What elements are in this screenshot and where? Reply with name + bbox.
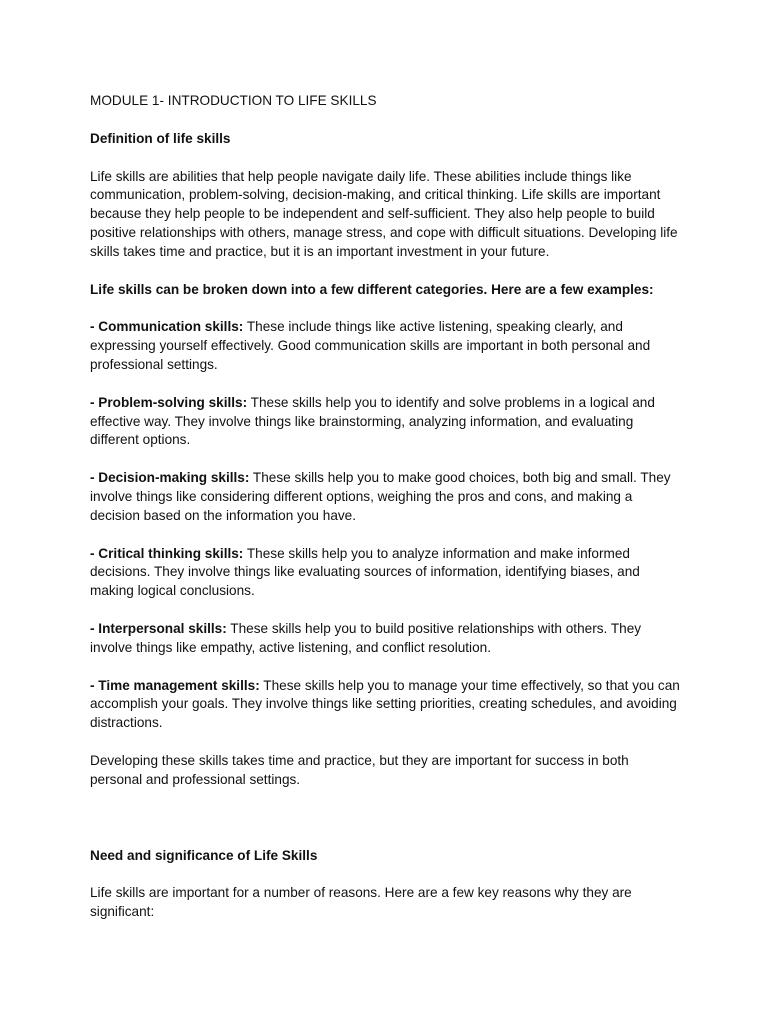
definition-paragraph: Life skills are abilities that help people navigate daily life. These abilities include things like communication, problem-solving, decision-making, and critical thinking. Life skills are important because they help people to be independent and self-sufficient. They also help people to build positive relationships with others, manage stress, and cope with difficult situations. Developing life skills takes time and practice, but it is an important investment in your future.: [90, 168, 678, 259]
categories-heading: Life skills can be broken down into a few different categories. Here are a few examples:: [90, 281, 654, 297]
skill-item-critical-thinking: [90, 545, 680, 601]
section-spacer: [90, 809, 680, 847]
skill-item-interpersonal: [90, 620, 680, 658]
skill-item-communication: [90, 318, 680, 374]
module-title: MODULE 1- INTRODUCTION TO LIFE SKILLS: [90, 93, 377, 108]
skill-item-problem-solving: [90, 394, 680, 450]
skill-description: These skills help you to build positive relationships with others. They involve things like empathy, active listening, and conflict resolution.: [90, 620, 642, 655]
need-heading: Need and significance of Life Skills: [90, 847, 318, 863]
skill-name: - Critical thinking skills:: [90, 545, 244, 561]
document-content: [90, 92, 680, 941]
skill-name: - Interpersonal skills:: [90, 620, 227, 636]
definition-heading: Definition of life skills: [90, 130, 231, 146]
skill-description: These skills help you to make good choices, both big and small. They involve things like considering different options, weighing the pros and cons, and making a decision based on the information you have.: [90, 470, 671, 523]
skill-name: - Time management skills:: [90, 677, 260, 693]
skill-name: - Problem-solving skills:: [90, 394, 248, 410]
skill-description: These skills help you to manage your time effectively, so that you can accomplish your goals. They involve things like setting priorities, creating schedules, and avoiding distractions.: [90, 677, 680, 731]
skill-name: - Communication skills:: [90, 319, 244, 335]
skill-item-time-management: [90, 677, 680, 733]
skill-name: - Decision-making skills:: [90, 470, 250, 486]
closing-paragraph: Developing these skills takes time and practice, but they are important for success in both personal and professional settings.: [90, 752, 629, 787]
skill-item-decision-making: [90, 469, 680, 525]
skill-description: These skills help you to identify and solve problems in a logical and effective way. They involve things like brainstorming, analyzing information, and evaluating different options.: [90, 394, 655, 448]
skill-description: These skills help you to analyze information and make informed decisions. They involve things like evaluating sources of information, identifying biases, and making logical conclusions.: [90, 545, 640, 599]
need-paragraph: Life skills are important for a number of reasons. Here are a few key reasons why they are significant:: [90, 885, 632, 920]
skill-description: These include things like active listening, speaking clearly, and expressing yourself effectively. Good communication skills are important in both personal and professional settings.: [90, 319, 651, 372]
